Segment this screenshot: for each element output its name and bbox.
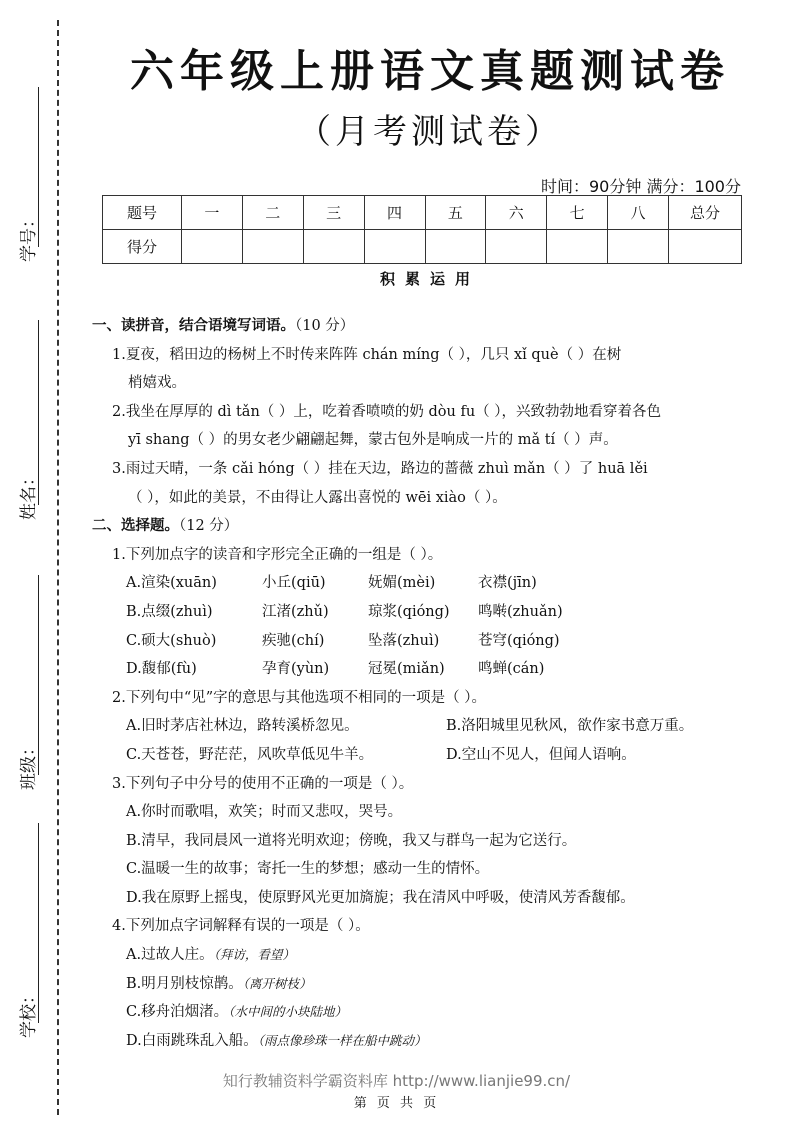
q2-3-option-d[interactable]: D.我在原野上摇曳，使原野风光更加旖旎；我在清风中呼吸，使清风芳香馥郁。	[126, 889, 635, 906]
q2-1-option-c[interactable]	[92, 627, 752, 656]
score-cell[interactable]	[182, 230, 243, 264]
q2-3-stem: 3.下列句子中分号的使用不正确的一项是（ ）。	[112, 775, 414, 792]
option-note: （拜访，看望）	[213, 947, 295, 963]
question-1-heading	[92, 312, 752, 341]
q2-3-option-c[interactable]: C.温暖一生的故事；寄托一生的梦想；感动一生的情怀。	[126, 861, 490, 878]
score-header-cell: 四	[364, 196, 425, 230]
name-line[interactable]	[38, 320, 39, 505]
option-text: A.过故人庄。	[126, 947, 214, 964]
q2-2-option-b[interactable]: B.洛阳城里见秋风，欲作家书意万重。	[446, 718, 694, 735]
class-label: 班级：	[19, 739, 39, 790]
q2-1-option-a[interactable]	[92, 569, 752, 598]
option-word: B.点缀(zhuì)	[126, 603, 213, 620]
q1-item-1-line-1: 1.夏夜，稻田边的杨树上不时传来阵阵 chán míng（ ），几只 xǐ què（ ）在树	[112, 346, 622, 363]
option-word: 孕育(yùn)	[262, 661, 330, 678]
option-word: 鸣蝉(cán)	[478, 661, 545, 678]
score-header-cell: 一	[182, 196, 243, 230]
score-table	[102, 195, 742, 264]
q2-2-options-cd	[92, 741, 752, 770]
q2-4-option-b[interactable]	[92, 970, 752, 999]
option-word: 冠冕(miǎn)	[368, 661, 445, 678]
q2-1-option-d[interactable]	[92, 655, 752, 684]
option-word: 江渚(zhǔ)	[262, 603, 329, 620]
q2-2-options-ab	[92, 712, 752, 741]
score-cell[interactable]	[669, 230, 742, 264]
q2-1-option-b[interactable]	[92, 598, 752, 627]
option-text: B.明月别枝惊鹊。	[126, 975, 243, 992]
option-word: 疾驰(chí)	[262, 632, 325, 649]
score-table-header-row	[103, 196, 742, 230]
option-note: （离开树枝）	[242, 975, 312, 991]
score-header-cell: 三	[303, 196, 364, 230]
page-subtitle: （月考测试卷）	[297, 112, 563, 152]
q2-4-option-c[interactable]	[92, 998, 752, 1027]
exam-meta: 时间：90分钟 满分：100分	[541, 177, 741, 196]
option-text: D.白雨跳珠乱入船。	[126, 1032, 258, 1049]
option-word: A.渲染(xuān)	[126, 575, 217, 592]
school-label: 学校：	[19, 987, 39, 1038]
option-note: （雨点像珍珠一样在船中跳动）	[257, 1032, 427, 1048]
option-word: 小丘(qiū)	[262, 575, 326, 592]
footer-watermark: 知行教辅资料学霸资料库 http://www.lianjie99.cn/	[222, 1072, 571, 1090]
q2-1-stem: 1.下列加点字的读音和字形完全正确的一组是（ ）。	[112, 546, 443, 563]
score-cell[interactable]	[608, 230, 669, 264]
section-tag: 积累运用	[379, 270, 480, 288]
option-word: C.硕大(shuò)	[126, 632, 217, 649]
question-1-points: （10 分）	[295, 318, 355, 334]
option-word: 衣襟(jīn)	[478, 575, 537, 592]
questions	[92, 312, 752, 1055]
q2-2-stem: 2.下列句中“见”字的意思与其他选项不相同的一项是（ ）。	[112, 689, 487, 706]
option-word: D.馥郁(fù)	[126, 661, 197, 678]
q2-3-option-a[interactable]: A.你时而歌唱，欢笑；时而又悲叹，哭号。	[126, 804, 403, 821]
score-header-cell: 总分	[669, 196, 742, 230]
question-1-title: 一、读拼音，结合语境写词语。	[92, 318, 295, 334]
page-number: 第 页 共 页	[353, 1096, 440, 1111]
option-note: （水中间的小块陆地）	[228, 1004, 347, 1020]
binding-dashed-line	[57, 20, 59, 1115]
score-cell[interactable]	[486, 230, 547, 264]
school-line[interactable]	[38, 823, 39, 1023]
q1-item-2-line-2: yī shang（ ）的男女老少翩翩起舞，蒙古包外是响成一片的 mǎ tí（ ）声。	[128, 432, 618, 449]
score-cell[interactable]	[364, 230, 425, 264]
class-line[interactable]	[38, 575, 39, 775]
score-cell[interactable]	[547, 230, 608, 264]
score-header-cell: 七	[547, 196, 608, 230]
score-header-cell: 题号	[103, 196, 182, 230]
score-row-label: 得分	[103, 230, 182, 264]
option-word: 琼浆(qióng)	[368, 603, 450, 620]
page-title: 六年级上册语文真题测试卷	[130, 46, 730, 97]
option-word: 妩媚(mèi)	[368, 575, 436, 592]
q1-item-3-line-2: （ ），如此的美景，不由得让人露出喜悦的 wēi xiào（ ）。	[128, 489, 507, 506]
score-header-cell: 二	[242, 196, 303, 230]
score-header-cell: 五	[425, 196, 486, 230]
option-word: 坠落(zhuì)	[368, 632, 440, 649]
q2-4-option-d[interactable]	[92, 1027, 752, 1056]
q1-item-2-line-1: 2.我坐在厚厚的 dì tǎn（ ）上，吃着香喷喷的奶 dòu fu（ ），兴致勃勃地看穿着各色	[112, 403, 662, 420]
score-table-score-row	[103, 230, 742, 264]
option-word: 苍穹(qióng)	[478, 632, 560, 649]
option-word: 鸣啭(zhuǎn)	[478, 603, 563, 620]
student-id-line[interactable]	[38, 87, 39, 247]
question-2-title: 二、选择题。	[92, 518, 179, 535]
q1-item-1-line-2: 梢嬉戏。	[128, 375, 186, 392]
q2-4-option-a[interactable]	[92, 941, 752, 970]
q2-3-option-b[interactable]: B.清早，我同晨风一道将光明欢迎；傍晚，我又与群鸟一起为它送行。	[126, 832, 577, 849]
q2-2-option-d[interactable]: D.空山不见人，但闻人语响。	[446, 746, 636, 763]
score-cell[interactable]	[303, 230, 364, 264]
score-header-cell: 八	[608, 196, 669, 230]
name-label: 姓名：	[19, 469, 39, 520]
q2-4-stem: 4.下列加点字词解释有误的一项是（ ）。	[112, 918, 370, 935]
score-cell[interactable]	[425, 230, 486, 264]
q1-item-3-line-1: 3.雨过天晴，一条 cǎi hóng（ ）挂在天边，路边的蔷薇 zhuì mǎn（ ）了 huā lěi	[112, 460, 648, 477]
q2-2-option-c[interactable]: C.天苍苍，野茫茫，风吹草低见牛羊。	[126, 746, 374, 763]
student-id-label: 学号：	[19, 211, 39, 262]
option-text: C.移舟泊烟渚。	[126, 1004, 229, 1021]
q2-2-option-a[interactable]: A.旧时茅店社林边，路转溪桥忽见。	[126, 718, 359, 735]
question-2-heading	[92, 512, 752, 541]
score-header-cell: 六	[486, 196, 547, 230]
score-cell[interactable]	[242, 230, 303, 264]
question-2-points: （12 分）	[179, 518, 239, 535]
